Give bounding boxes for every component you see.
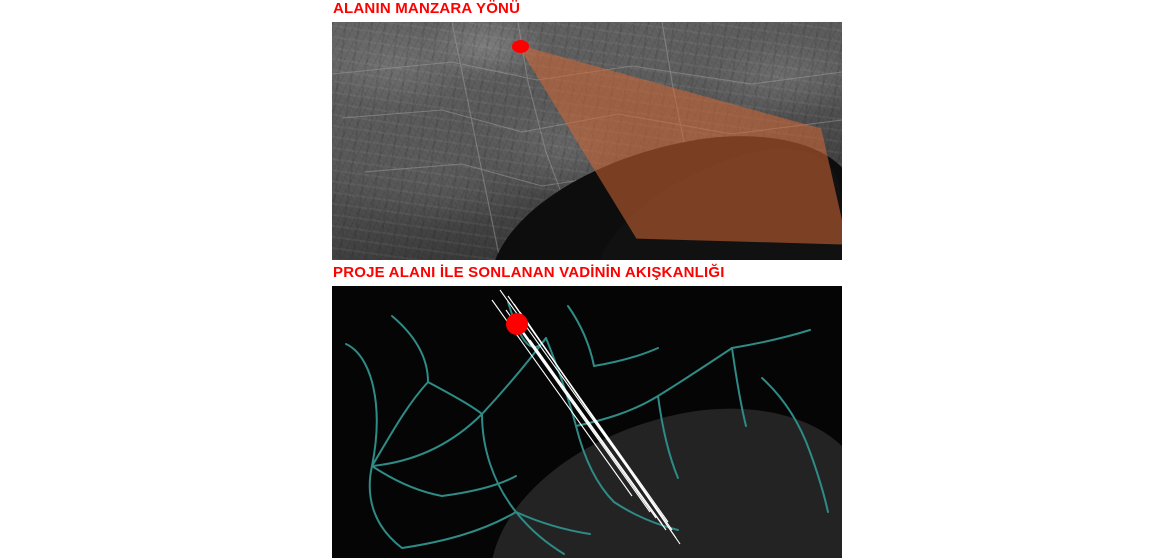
valley-flow-lines — [332, 286, 842, 558]
valley-diagram-map[interactable] — [332, 286, 842, 558]
panel-view-direction — [332, 0, 842, 260]
aerial-satellite-map[interactable] — [332, 22, 842, 260]
panel-valley-fluidity — [332, 264, 842, 558]
project-site-marker[interactable] — [506, 313, 528, 335]
panel-title-valley-fluidity: PROJE ALANI İLE SONLANAN VADİNİN AKIŞKANLIĞI — [333, 264, 725, 281]
project-site-marker[interactable] — [512, 40, 529, 53]
panel-title-view-direction: ALANIN MANZARA YÖNÜ — [333, 0, 521, 17]
